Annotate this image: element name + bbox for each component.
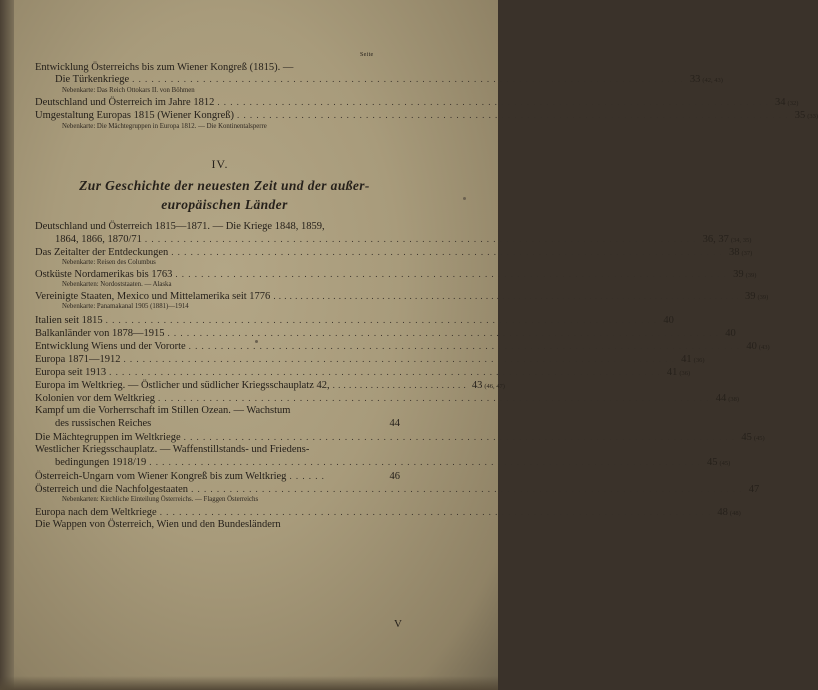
page-number: 39 (39) xyxy=(745,291,769,302)
toc-entry: Deutschland und Österreich im Jahre 1812 ...................................................................................... 34 (32) xyxy=(35,97,799,108)
toc-entry: Die Wappen von Österreich, Wien und den Bundesländern xyxy=(35,519,281,530)
leader-dots: ......................... xyxy=(332,380,469,390)
toc-entry: Kampf um die Vorherrschaft im Stillen Ozean. — Wachstum xyxy=(35,405,291,416)
toc-subnote: Nebenkarten: Nordoststaaten. — Alaska xyxy=(62,281,172,288)
toc-subnote: Nebenkarte: Panamakanal 1905 (1881)—1914 xyxy=(62,303,189,310)
page-folio: V xyxy=(394,618,402,630)
leader-dots: ...................................................................................... xyxy=(191,484,746,494)
page-number: 39 (39) xyxy=(733,269,757,280)
leader-dots: ...................................................................................... xyxy=(105,315,661,325)
leader-dots: ...................................................................................... xyxy=(217,97,773,107)
section-heading: Zur Geschichte der neuesten Zeit und der außer- xyxy=(79,178,370,193)
toc-entry: Umgestaltung Europas 1815 (Wiener Kongreß) ...................................................................................... 35 (33) xyxy=(35,110,818,121)
page-number: 40 xyxy=(725,328,736,339)
page-number: 45 (45) xyxy=(741,432,765,443)
toc-entry: Österreich-Ungarn vom Wiener Kongreß bis zum Weltkrieg ...... 46 xyxy=(35,471,400,482)
page-number: 41 (36) xyxy=(666,367,691,378)
page-number: 40 (43) xyxy=(746,341,770,352)
leader-dots: ...................................................................................... xyxy=(171,247,726,257)
page-number: 44 xyxy=(389,418,400,429)
page-number: 44 (38) xyxy=(715,393,740,404)
toc-entry: Europa im Weltkrieg. — Östlicher und südlicher Kriegsschauplatz 42, ......................... 43 (46, 47) xyxy=(35,380,505,391)
leader-dots: ...................................................................................... xyxy=(144,234,700,244)
toc-entry: Balkanländer von 1878—1915 ...................................................................................... 40 xyxy=(35,328,736,339)
toc-entry: Ostküste Nordamerikas bis 1763 ...................................................................................... 39 (39) xyxy=(35,269,757,280)
page-number: 35 (33) xyxy=(794,110,818,121)
toc-entry: Die Mächtegruppen im Weltkriege ...................................................................................... 45 (45) xyxy=(35,432,765,443)
toc-entry: des russischen Reiches 44 xyxy=(55,418,400,429)
toc-entry: Europa nach dem Weltkriege ...................................................................................... 48 (48) xyxy=(35,507,741,518)
page-number: 34 (32) xyxy=(775,97,799,108)
leader-dots: ...................................................................................... xyxy=(167,328,723,338)
leader-dots: ...................................................................................... xyxy=(273,291,743,301)
toc-entry: Deutschland und Österreich 1815—1871. — Die Kriege 1848, 1859, xyxy=(35,221,325,232)
toc-entry: Das Zeitalter der Entdeckungen ...................................................................................... 38 (37) xyxy=(35,247,753,258)
page-number: 33 (42, 43) xyxy=(689,74,723,85)
toc-entry: Kolonien vor dem Weltkrieg ...................................................................................... 44 (38) xyxy=(35,393,740,404)
toc-entry: Europa 1871—1912 ...................................................................................... 41 (36) xyxy=(35,354,705,365)
leader-dots: ...................................................................................... xyxy=(188,341,744,351)
leader-dots: ...................................................................................... xyxy=(175,269,731,279)
toc-entry: Italien seit 1815 ...................................................................................... 40 xyxy=(35,315,674,326)
leader-dots: ...................................................................................... xyxy=(157,393,713,403)
leader-dots: ...................................................................................... xyxy=(123,354,679,364)
page-number: 43 (46, 47) xyxy=(471,380,505,391)
leader-dots: ...................................................................................... xyxy=(109,367,664,377)
leader-dots: ...................................................................................... xyxy=(149,457,704,467)
page-number: 45 (45) xyxy=(706,457,731,468)
section-number: IV. xyxy=(211,157,229,171)
leader-dots: ...................................................................................... xyxy=(183,432,739,442)
leader-dots: ...................................................................................... xyxy=(159,507,715,517)
page-number: 40 xyxy=(663,315,674,326)
toc-entry: Vereinigte Staaten, Mexico und Mittelamerika seit 1776 ...................................................................................... 39 (39) xyxy=(35,291,769,302)
toc-entry: Die Türkenkriege ...................................................................................... 33 (42, 43) xyxy=(55,74,723,85)
toc-entry: Entwicklung Österreichs bis zum Wiener Kongreß (1815). — xyxy=(35,62,294,73)
section-heading: europäischen Länder xyxy=(161,197,288,212)
toc-entry: 1864, 1866, 1870/71 ...................................................................................... 36, 37 (34, 35) xyxy=(55,234,752,245)
toc-subnote: Nebenkarte: Reisen des Columbus xyxy=(62,259,156,266)
page-number: 38 (37) xyxy=(728,247,753,258)
leader-dots: ...................................................................................... xyxy=(237,110,792,120)
page-number: 48 (48) xyxy=(717,507,741,518)
leader-dots: ...................................................................................... xyxy=(132,74,687,84)
toc-entry: Entwicklung Wiens und der Vororte ...................................................................................... 40 (43) xyxy=(35,341,770,352)
page-column-label: Seite xyxy=(360,52,374,58)
toc-entry: Österreich und die Nachfolgestaaten ...................................................................................... 47 xyxy=(35,484,760,495)
toc-entry: Europa seit 1913 ...................................................................................... 41 (36) xyxy=(35,367,691,378)
page-number: 41 (36) xyxy=(681,354,705,365)
page-number: 46 xyxy=(389,471,400,482)
toc-entry: bedingungen 1918/19 ...................................................................................... 45 (45) xyxy=(55,457,731,468)
page-number: 47 xyxy=(748,484,760,495)
toc-subnote: Nebenkarte: Die Mächtegruppen in Europa 1812. — Die Kontinentalsperre xyxy=(62,123,267,130)
leader-dots: ...... xyxy=(289,471,329,481)
toc-entry: Westlicher Kriegsschauplatz. — Waffenstillstands- und Friedens- xyxy=(35,444,310,455)
page-number: 36, 37 (34, 35) xyxy=(702,234,752,245)
toc-subnote: Nebenkarten: Kirchliche Einteilung Österreichs. — Flaggen Österreichs xyxy=(62,496,259,503)
toc-subnote: Nebenkarte: Das Reich Ottokars II. von Böhmen xyxy=(62,87,195,94)
